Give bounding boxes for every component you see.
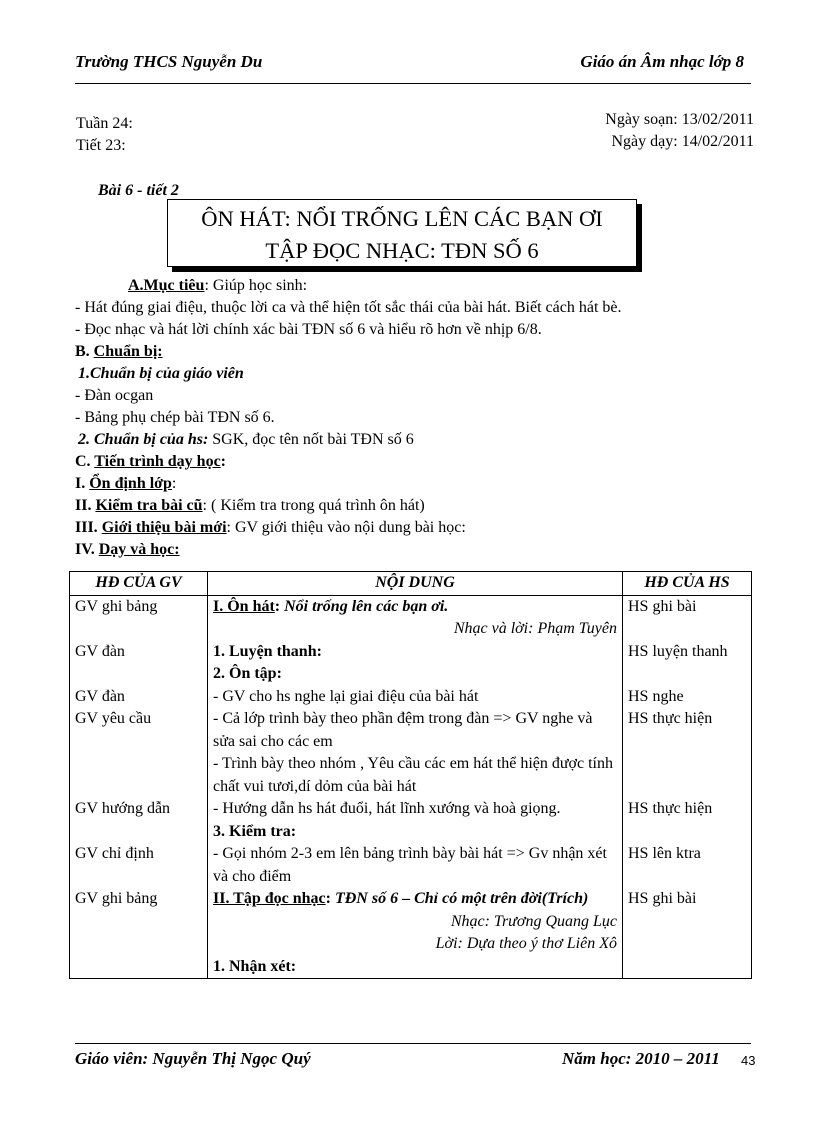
header-subject: Giáo án Âm nhạc lớp 8 [580,52,744,71]
lesson-activities-table [69,571,752,979]
section-iii: III. Giới thiệu bài mới: GV giới thiệu vào nội dung bài học: [75,519,466,536]
table-row [70,595,752,641]
content-cell: - GV cho hs nghe lại giai điệu của bài hát [208,686,623,709]
hs-cell: HS lên ktra [623,843,752,888]
table-header-row [70,572,752,596]
footer-teacher: Giáo viên: Nguyễn Thị Ngọc Quý [75,1049,311,1068]
footer-rule [75,1043,751,1044]
page-number: 43 [741,1053,756,1068]
col-header-content: NỘI DUNG [208,572,623,596]
lesson-title-line2: TẬP ĐỌC NHẠC: TĐN SỐ 6 [265,238,539,263]
lesson-body [75,275,765,561]
table-row [70,641,752,686]
ngay-day: Ngày dạy: 14/02/2011 [611,133,754,150]
teacher-prep-item-2: - Bảng phụ chép bài TĐN số 6. [75,409,275,426]
table-row [70,798,752,843]
content-cell: 1. Nhận xét: [208,956,623,979]
gv-cell: GV ghi bảng [70,595,208,641]
content-cell: 1. Luyện thanh: 2. Ôn tập: [208,641,623,686]
tuan: Tuần 24: [76,115,133,132]
gv-cell: GV đàn [70,686,208,709]
gv-cell: GV chỉ định [70,843,208,888]
lesson-title-line1: ÔN HÁT: NỔI TRỐNG LÊN CÁC BẠN ƠI [201,206,603,231]
table-row [70,708,752,798]
content-cell: I. Ôn hát: Nổi trống lên các bạn ơi. Nhạc và lời: Phạm Tuyên [208,595,623,641]
hs-cell: HS thực hiện [623,708,752,798]
hs-cell: HS ghi bài [623,595,752,641]
objectives-heading: A.Mục tiêu: Giúp học sinh: [128,277,308,294]
section-ii: II. Kiểm tra bài cũ: ( Kiểm tra trong quá trình ôn hát) [75,497,425,514]
footer-year: Năm học: 2010 – 2011 [562,1049,720,1068]
section-iv: IV. Dạy và học: [75,541,180,558]
gv-cell: GV yêu cầu [70,708,208,798]
table-row [70,843,752,888]
hs-cell: HS ghi bài [623,888,752,956]
hs-cell: HS luyện thanh [623,641,752,686]
header-school: Trường THCS Nguyễn Du [75,52,263,71]
content-cell: - Hướng dẫn hs hát đuổi, hát lĩnh xướng và hoà giọng. 3. Kiểm tra: [208,798,623,843]
ngay-soan: Ngày soạn: 13/02/2011 [605,111,754,128]
tiet: Tiết 23: [76,137,126,154]
teacher-prep-item-1: - Đàn ocgan [75,387,154,404]
process-heading: C. Tiến trình dạy học: [75,453,226,470]
header-rule [75,83,751,84]
table-row [70,888,752,956]
hs-cell [623,956,752,979]
section-i: I. Ổn định lớp: [75,475,177,492]
col-header-hs: HĐ CỦA HS [623,572,752,596]
content-cell: II. Tập đọc nhạc: TĐN số 6 – Chỉ có một trên đời(Trích) Nhạc: Trương Quang Lục Lời: Dựa theo ý thơ Liên Xô [208,888,623,956]
preparation-heading: B. Chuẩn bị: [75,343,163,360]
teacher-prep-heading: 1.Chuẩn bị của giáo viên [78,365,244,382]
content-cell: - Gọi nhóm 2-3 em lên bảng trình bày bài hát => Gv nhận xét và cho điểm [208,843,623,888]
objective-2: - Đọc nhạc và hát lời chính xác bài TĐN số 6 và hiểu rõ hơn về nhịp 6/8. [75,321,542,338]
lesson-number: Bài 6 - tiết 2 [98,182,179,199]
hs-cell: HS thực hiện [623,798,752,843]
gv-cell: GV ghi bảng [70,888,208,956]
content-cell: - Cả lớp trình bày theo phần đệm trong đàn => GV nghe và sửa sai cho các em - Trình bày theo nhóm , Yêu cầu các em hát thể hiện được tính chất vui tươi,dí dỏm của bài hát [208,708,623,798]
lesson-title-box [167,199,637,267]
table-row [70,956,752,979]
gv-cell: GV hướng dẫn [70,798,208,843]
hs-cell: HS nghe [623,686,752,709]
student-prep: 2. Chuẩn bị của hs: SGK, đọc tên nốt bài TĐN số 6 [78,431,414,448]
gv-cell [70,956,208,979]
gv-cell: GV đàn [70,641,208,686]
objective-1: - Hát đúng giai điệu, thuộc lời ca và thể hiện tốt sắc thái của bài hát. Biết cách hát bè. [75,299,622,316]
col-header-gv: HĐ CỦA GV [70,572,208,596]
table-row [70,686,752,709]
